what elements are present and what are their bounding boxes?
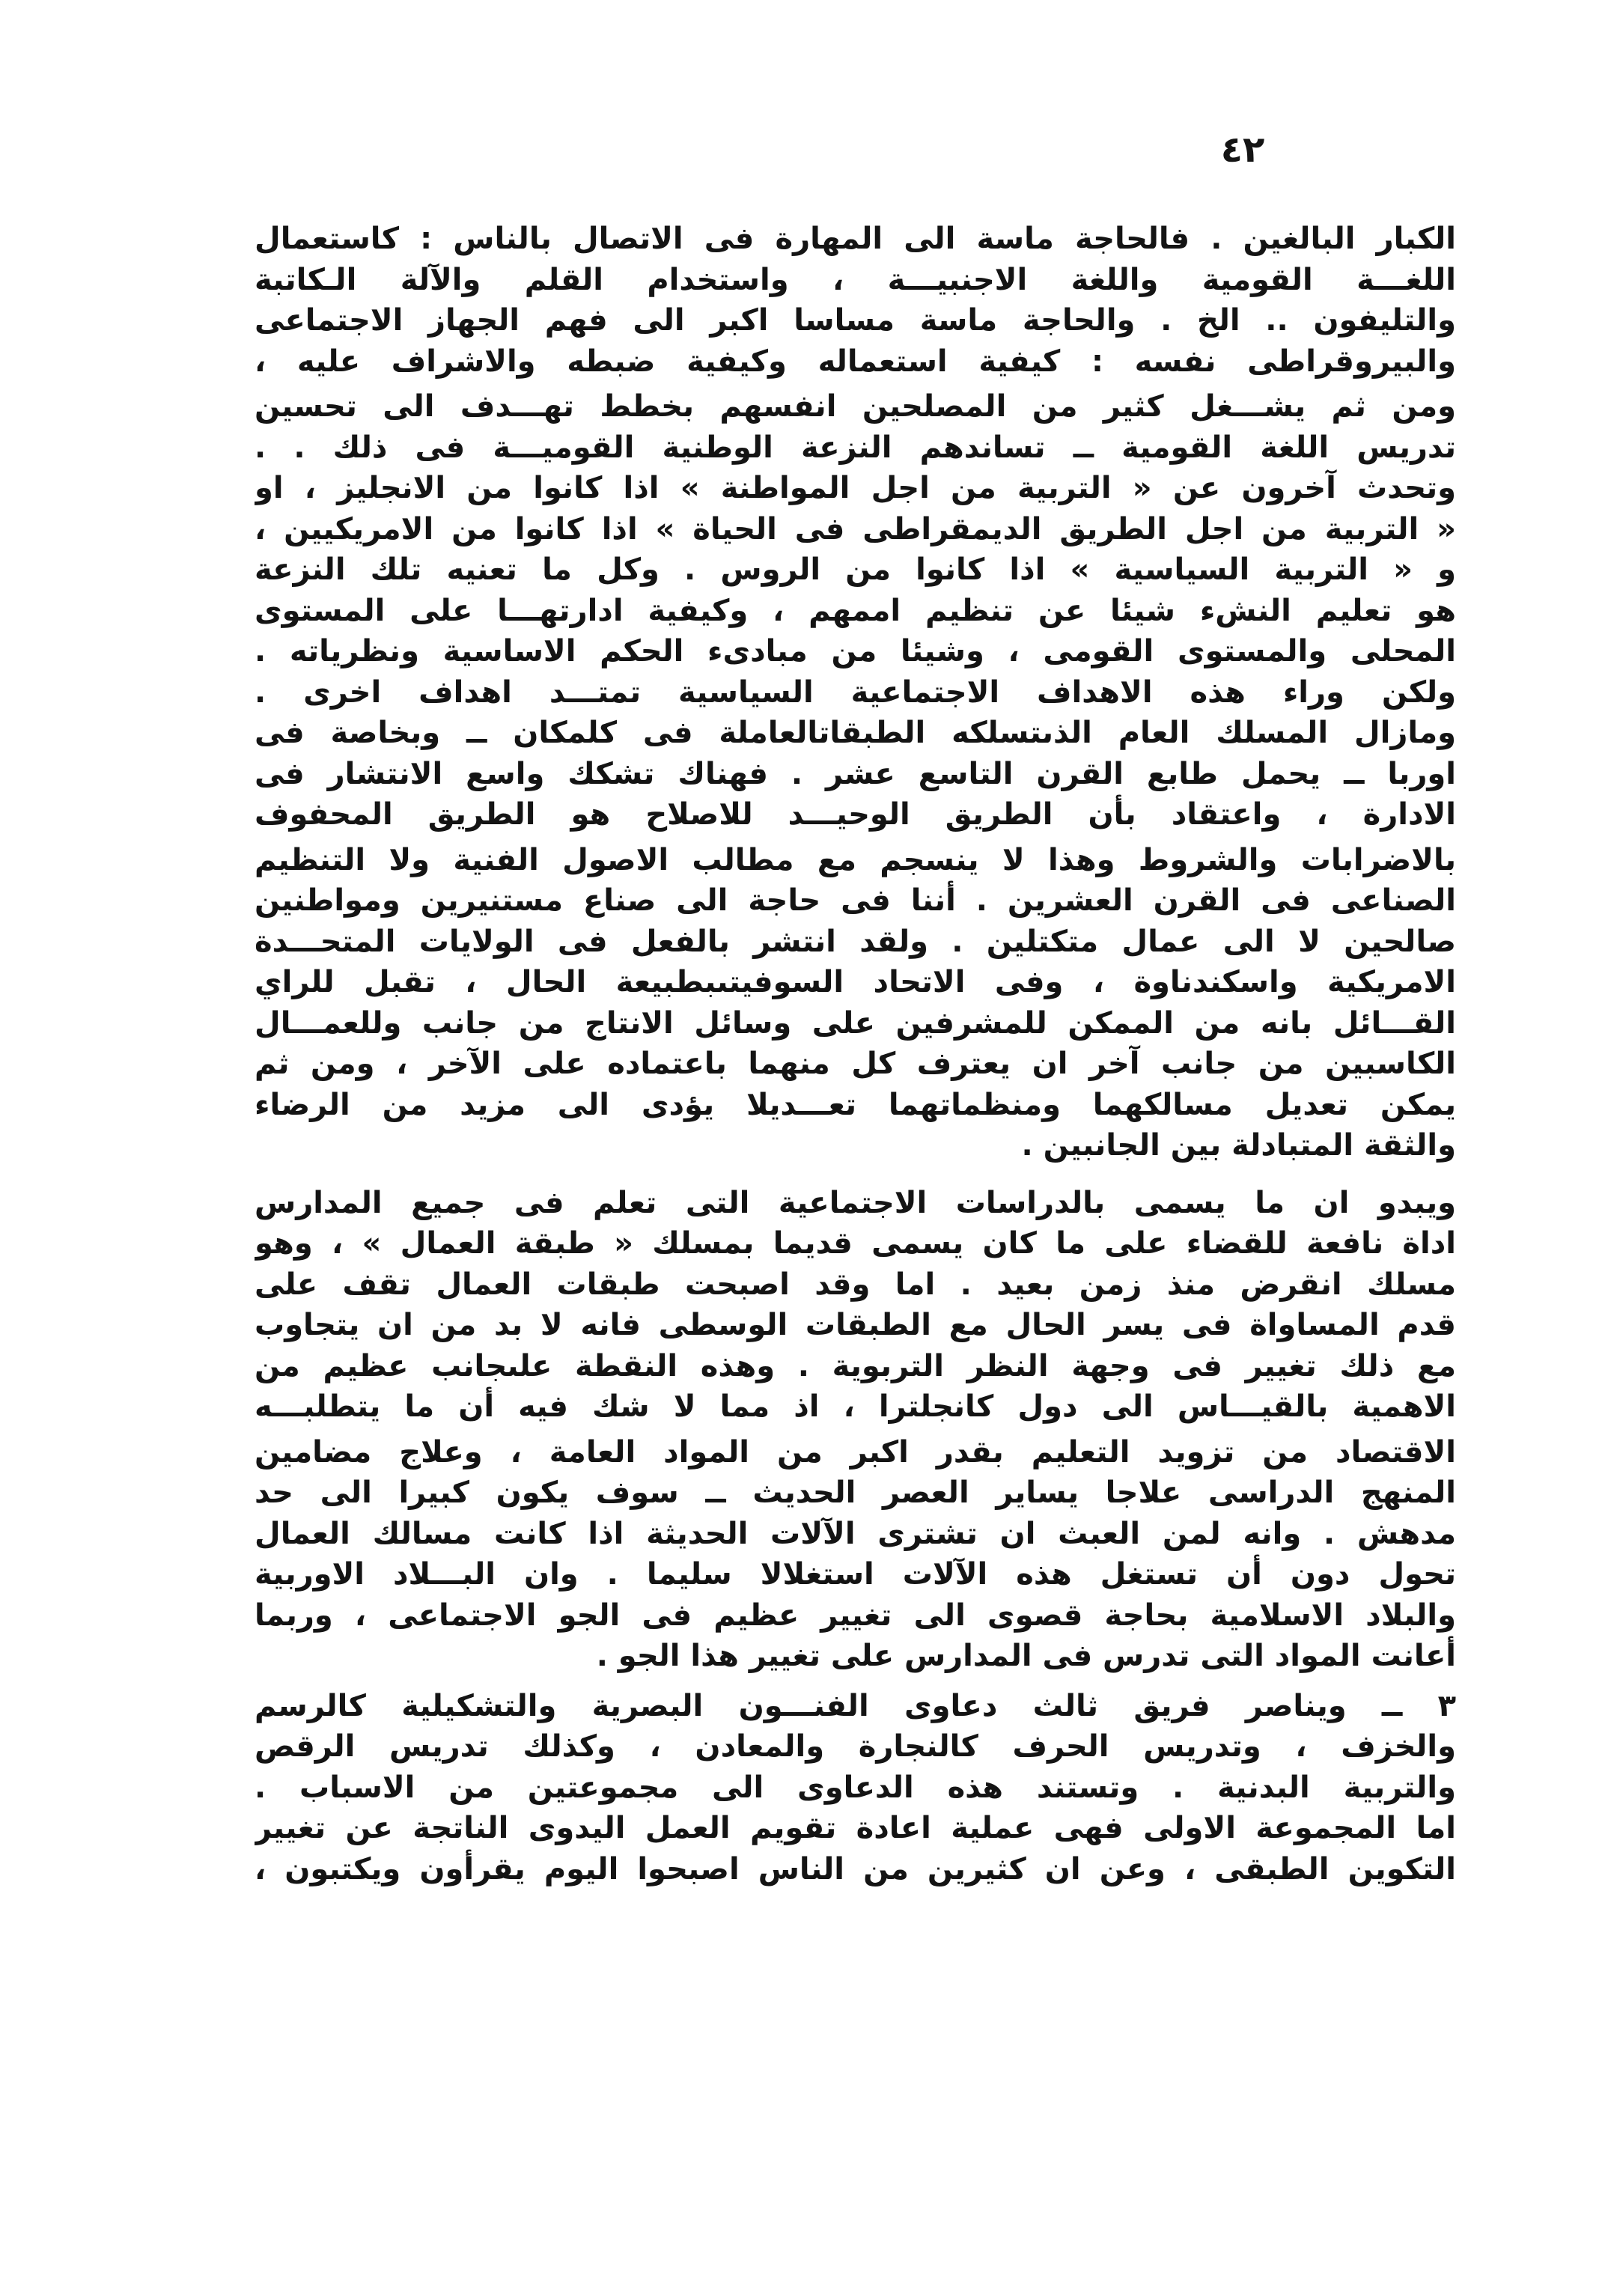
text-line: والبيروقراطى نفسه : كيفية استعماله وكيفية ضبطه والاشراف عليه ، [255, 344, 1456, 379]
text-line: اما المجموعة الاولى فهى عملية اعادة تقويم العمل اليدوى الناتجة عن تغيير [255, 1811, 1456, 1845]
text-line: القـــائل بانه من الممكن للمشرفين على وسائل الانتاج من جانب وللعمـــال [255, 1005, 1456, 1041]
text-line: و « التربية السياسية » اذا كانوا من الروس . وكل ما تعنيه تلك النزعة [255, 552, 1456, 587]
text-line: صالحين لا الى عمال متكتلين . ولقد انتشر بالفعل فى الولايات المتحـــدة [255, 924, 1456, 959]
text-line: الاقتصاد من تزويد التعليم بقدر اكبر من المواد العامة ، وعلاج مضامين [255, 1434, 1456, 1470]
text-line: التكوين الطبقى ، وعن ان كثيرين من الناس اصبحوا اليوم يقرأون ويكتبون ، [255, 1851, 1456, 1887]
paragraph [255, 840, 1456, 1003]
text-line: تدريس اللغة القومية ــ تساندهم النزعة الوطنية القوميـــة فى ذلك . . [255, 430, 1456, 465]
text-line: اوربا ــ يحمل طابع القرن التاسع عشر . فهناك تشكك واسع الانتشار فى [255, 756, 1456, 791]
text-line: هو تعليم النشء شيئا عن تنظيم اممهم ، وكيفية ادارتهـــا على المستوى [255, 593, 1456, 628]
text-line: اداة نافعة للقضاء على ما كان يسمى قديما بمسلك « طبقة العمال » ، وهو [255, 1226, 1456, 1261]
text-line: ومازال المسلك العام الذىتسلكه الطبقاتالعاملة فى كلمكان ــ وبخاصة فى [255, 716, 1456, 750]
text-line: والثقة المتبادلة بين الجانبين . [1021, 1128, 1456, 1163]
text-line: ومن ثم يشـــغل كثير من المصلحين انفسهم بخطط تهـــدف الى تحسين [255, 389, 1456, 424]
text-line: اللغـــة القومية واللغة الاجنبيـــة ، واستخدام القلم والآلة الـكاتبة [255, 262, 1456, 297]
text-line: ولكن وراء هذه الاهداف الاجتماعية السياسية تمتـــد اهداف اخرى . [255, 675, 1456, 710]
text-line: الكاسبين من جانب آخر ان يعترف كل منهما باعتماده على الآخر ، ومن ثم [255, 1047, 1456, 1081]
paragraph [255, 1686, 1456, 1890]
text-line: أعانت المواد التى تدرس فى المدارس على تغيير هذا الجو . [596, 1639, 1456, 1673]
text-line: مسلك انقرض منذ زمن بعيد . اما وقد اصبحت طبقات العمال تقف على [255, 1267, 1456, 1302]
text-line: الادارة ، واعتقاد بأن الطريق الوحيـــد للاصلاح هو الطريق المحفوف [255, 797, 1456, 832]
paragraph [255, 672, 1456, 835]
text-line: الكبار البالغين . فالحاجة ماسة الى المهارة فى الاتصال بالناس : كاستعمال [255, 222, 1456, 256]
text-line: قدم المساواة فى يسر الحال مع الطبقات الوسطى فانه لا بد من ان يتجاوب [255, 1308, 1456, 1342]
body-text [255, 219, 1456, 1890]
text-line: يمكن تعديل مسالكهما ومنظماتهما تعـــديلا يؤدى الى مزيد من الرضاء [255, 1087, 1456, 1122]
paragraph [255, 1432, 1456, 1677]
paragraph [255, 386, 1456, 672]
text-line: ويبدو ان ما يسمى بالدراسات الاجتماعية التى تعلم فى جميع المدارس [255, 1185, 1456, 1220]
text-line: مدهش . وانه لمن العبث ان تشترى الآلات الحديثة اذا كانت مسالك العمال [255, 1516, 1456, 1551]
text-line: ٣ ــ ويناصر فريق ثالث دعاوى الفنـــون البصرية والتشكيلية كالرسم [255, 1688, 1456, 1723]
text-line: بالاضرابات والشروط وهذا لا ينسجم مع مطالب الاصول الفنية ولا التنظيم [255, 842, 1456, 877]
text-line: والتليفون .. الخ . والحاجة ماسة مساسا اكبر الى فهم الجهاز الاجتماعى [255, 303, 1456, 338]
paragraph [255, 1003, 1456, 1166]
text-line: المحلى والمستوى القومى ، وشيئا من مبادىء الحكم الاساسية ونظرياته . [255, 634, 1456, 669]
text-line: وتحدث آخرون عن « التربية من اجل المواطنة » اذا كانوا من الانجليز ، او [255, 471, 1456, 505]
paragraph [255, 1183, 1456, 1428]
text-line: والتربية البدنية . وتستند هذه الدعاوى الى مجموعتين من الاسباب . [255, 1770, 1456, 1805]
paragraph-gap [255, 1166, 1456, 1183]
paragraph-gap [255, 1677, 1456, 1686]
text-line: المنهج الدراسى علاجا يساير العصر الحديث ــ سوف يكون كبيرا الى حد [255, 1476, 1456, 1510]
text-line: مع ذلك تغيير فى وجهة النظر التربوية . وهذه النقطة علىجانب عظيم من [255, 1348, 1456, 1383]
text-line: والخزف ، وتدريس الحرف كالنجارة والمعادن ، وكذلك تدريس الرقص [255, 1729, 1456, 1764]
paragraph [255, 219, 1456, 382]
text-line: « التربية من اجل الطريق الديمقراطى فى الحياة » اذا كانوا من الامريكيين ، [255, 511, 1456, 546]
text-line: الصناعى فى القرن العشرين . أننا فى حاجة الى صناع مستنيرين ومواطنين [255, 883, 1456, 918]
text-line: والبلاد الاسلامية بحاجة قصوى الى تغيير عظيم فى الجو الاجتماعى ، وربما [255, 1598, 1456, 1633]
page-number: ٤٢ [1220, 129, 1265, 171]
text-line: الاهمية بالقيـــاس الى دول كانجلترا ، اذ مما لا شك فيه أن ما يتطلبـــه [255, 1389, 1456, 1424]
text-line: الامريكية واسكندناوة ، وفى الاتحاد السوفيتىبطبيعة الحال ، تقبل للراي [255, 965, 1456, 999]
text-line: تحول دون أن تستغل هذه الآلات استغلالا سليما . وان البـــلاد الاوربية [255, 1557, 1456, 1592]
